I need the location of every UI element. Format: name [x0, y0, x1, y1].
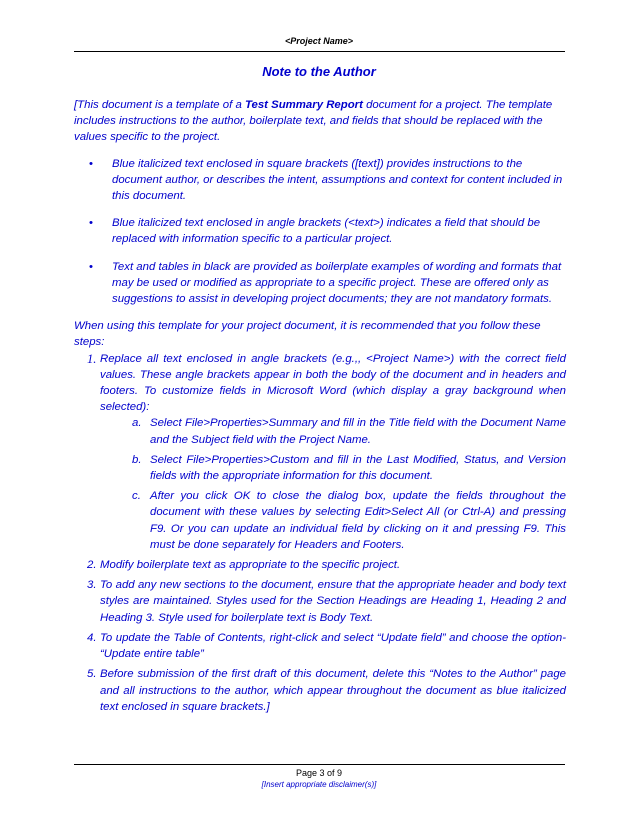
document-body [74, 97, 566, 719]
intro-bold-title: Test Summary Report [244, 99, 363, 111]
step-text: Replace all text enclosed in angle brackets (e.g.,, <Project Name>) with the correct field values. These angle brackets appear in both the body of the document and in headers and footers. To customize fields in Microsoft Word (which display a gray background when selected): [100, 352, 566, 414]
bullet-text: Blue italicized text enclosed in angle brackets (<text>) indicates a field that should be replaced with information specific to a particular project. [112, 217, 541, 246]
bullet-item [74, 215, 566, 247]
step-number: 3. [87, 579, 97, 592]
bullet-icon: • [89, 157, 93, 170]
bullet-icon: • [89, 217, 93, 230]
steps-intro: When using this template for your project document, it is recommended that you follow these steps: [74, 320, 541, 349]
step-number: 5. [87, 668, 97, 681]
substep-text: Select File>Properties>Custom and fill in the Last Modified, Status, and Version fields with the appropriate information for this document. [150, 453, 566, 483]
step-number: 2. [87, 559, 97, 572]
header-project-name: <Project Name> [284, 36, 354, 46]
step-item [74, 666, 566, 715]
step-text: To update the Table of Contents, right-click and select “Update field” and choose the option- “Update entire table” [100, 631, 566, 661]
substep-item [132, 488, 566, 553]
intro-text-start: [This document is a template of a [74, 99, 245, 111]
step-text: Modify boilerplate text as appropriate to the specific project. [100, 559, 401, 572]
intro-paragraph [74, 97, 566, 146]
bullet-text: Blue italicized text enclosed in square brackets ([text]) provides instructions to the document author, or describes the intent, assumptions and context for content included in this document. [112, 157, 563, 203]
step-number: 4. [87, 631, 97, 644]
intro-text-end: document for a project. The template includes instructions to the author, boilerplate text, and fields that should be replaced with the values specific to the project. [74, 99, 553, 144]
step-item [74, 630, 566, 662]
step-text: Before submission of the first draft of this document, delete this “Notes to the Author” page and all instructions to the author, which appear throughout the document as blue italicized text enclosed in square brackets.] [100, 668, 566, 713]
header-rule [74, 51, 565, 52]
bullet-text: Text and tables in black are provided as boilerplate examples of wording and formats that may be used or modified as appropriate to a specific project. These are offered only as suggestions to assist in developing project documents; they are not mandatory formats. [112, 260, 562, 306]
substeps-list [100, 415, 566, 553]
substep-text: After you click OK to close the dialog box, update the fields throughout the document with these values by selecting Edit>Select All (or Ctrl-A) and pressing F9. Or you can update an individual field by clicking on it and pressing F9. This must be done separately for Headers and Footers. [150, 490, 566, 551]
footer-disclaimer: [Insert appropriate disclaimer(s)] [261, 780, 377, 789]
substep-letter: c. [132, 490, 141, 503]
step-item [74, 557, 566, 573]
substep-item [132, 452, 566, 484]
step-item [74, 577, 566, 626]
steps-list [74, 351, 566, 715]
bullet-item [74, 156, 566, 205]
substep-letter: b. [132, 453, 142, 466]
substep-text: Select File>Properties>Summary and fill in the Title field with the Document Name and the Subject field with the Project Name. [150, 417, 566, 446]
bullet-icon: • [89, 260, 93, 273]
footer-rule [74, 764, 565, 765]
bullet-item [74, 259, 566, 308]
substep-item [132, 415, 566, 447]
instruction-bullets [74, 156, 566, 308]
substep-letter: a. [132, 417, 142, 430]
step-item [74, 351, 566, 553]
step-text: To add any new sections to the document, ensure that the appropriate header and body text styles are maintained. Styles used for the Section Headings are Heading 1, Heading 2 and Heading 3. Style used for boilerplate text is Body Text. [100, 579, 566, 624]
step-number: 1. [87, 351, 97, 366]
page-title: Note to the Author [262, 64, 376, 79]
page-number: Page 3 of 9 [295, 768, 343, 778]
